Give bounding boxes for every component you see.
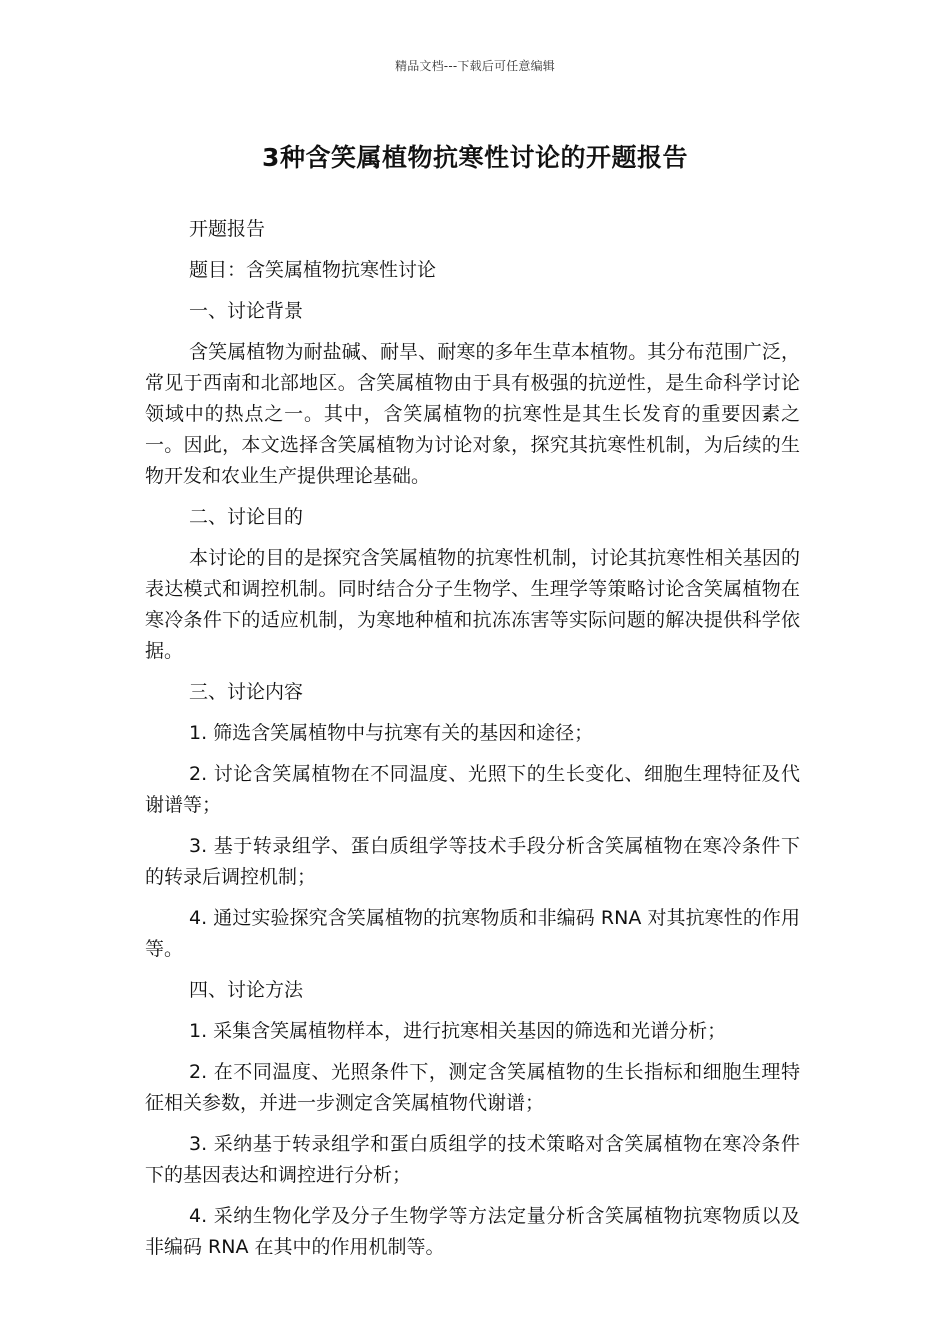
- paragraph-purpose: 本讨论的目的是探究含笑属植物的抗寒性机制，讨论其抗寒性相关基因的表达模式和调控机制。同时结合分子生物学、生理学等策略讨论含笑属植物在寒冷条件下的适应机制，为寒地种植和抗冻冻害等实际问题的解决提供科学依据。: [145, 547, 800, 662]
- document-title: 3种含笑属植物抗寒性讨论的开题报告: [262, 143, 688, 172]
- list-item-content-3: 3. 基于转录组学、蛋白质组学等技术手段分析含笑属植物在寒冷条件下的转录后调控机制；: [145, 835, 800, 888]
- list-item-content-2: 2. 讨论含笑属植物在不同温度、光照下的生长变化、细胞生理特征及代谢谱等；: [145, 763, 800, 816]
- list-item-method-3: 3. 采纳基于转录组学和蛋白质组学的技术策略对含笑属植物在寒冷条件下的基因表达和调控进行分析；: [145, 1133, 800, 1186]
- list-item-method-4: 4. 采纳生物化学及分子生物学等方法定量分析含笑属植物抗寒物质以及非编码 RNA 在其中的作用机制等。: [145, 1205, 800, 1258]
- paragraph-label: 开题报告: [189, 218, 266, 240]
- paragraph-topic: 题目：含笑属植物抗寒性讨论: [189, 259, 437, 281]
- section-heading-background: 一、讨论背景: [189, 300, 304, 322]
- document-body: [145, 214, 800, 1273]
- section-heading-methods: 四、讨论方法: [189, 979, 304, 1001]
- section-heading-content: 三、讨论内容: [189, 681, 304, 703]
- list-item-method-1: 1. 采集含笑属植物样本，进行抗寒相关基因的筛选和光谱分析；: [189, 1020, 727, 1042]
- page-header-note: 精品文档---下载后可任意编辑: [395, 59, 555, 73]
- list-item-content-4: 4. 通过实验探究含笑属植物的抗寒物质和非编码 RNA 对其抗寒性的作用等。: [145, 907, 800, 960]
- list-item-content-1: 1. 筛选含笑属植物中与抗寒有关的基因和途径；: [189, 722, 594, 744]
- section-heading-purpose: 二、讨论目的: [189, 506, 304, 528]
- list-item-method-2: 2. 在不同温度、光照条件下，测定含笑属植物的生长指标和细胞生理特征相关参数，并进一步测定含笑属植物代谢谱；: [145, 1061, 800, 1114]
- paragraph-background: 含笑属植物为耐盐碱、耐旱、耐寒的多年生草本植物。其分布范围广泛，常见于西南和北部地区。含笑属植物由于具有极强的抗逆性，是生命科学讨论领域中的热点之一。其中，含笑属植物的抗寒性是其生长发育的重要因素之一。因此，本文选择含笑属植物为讨论对象，探究其抗寒性机制，为后续的生物开发和农业生产提供理论基础。: [145, 341, 800, 487]
